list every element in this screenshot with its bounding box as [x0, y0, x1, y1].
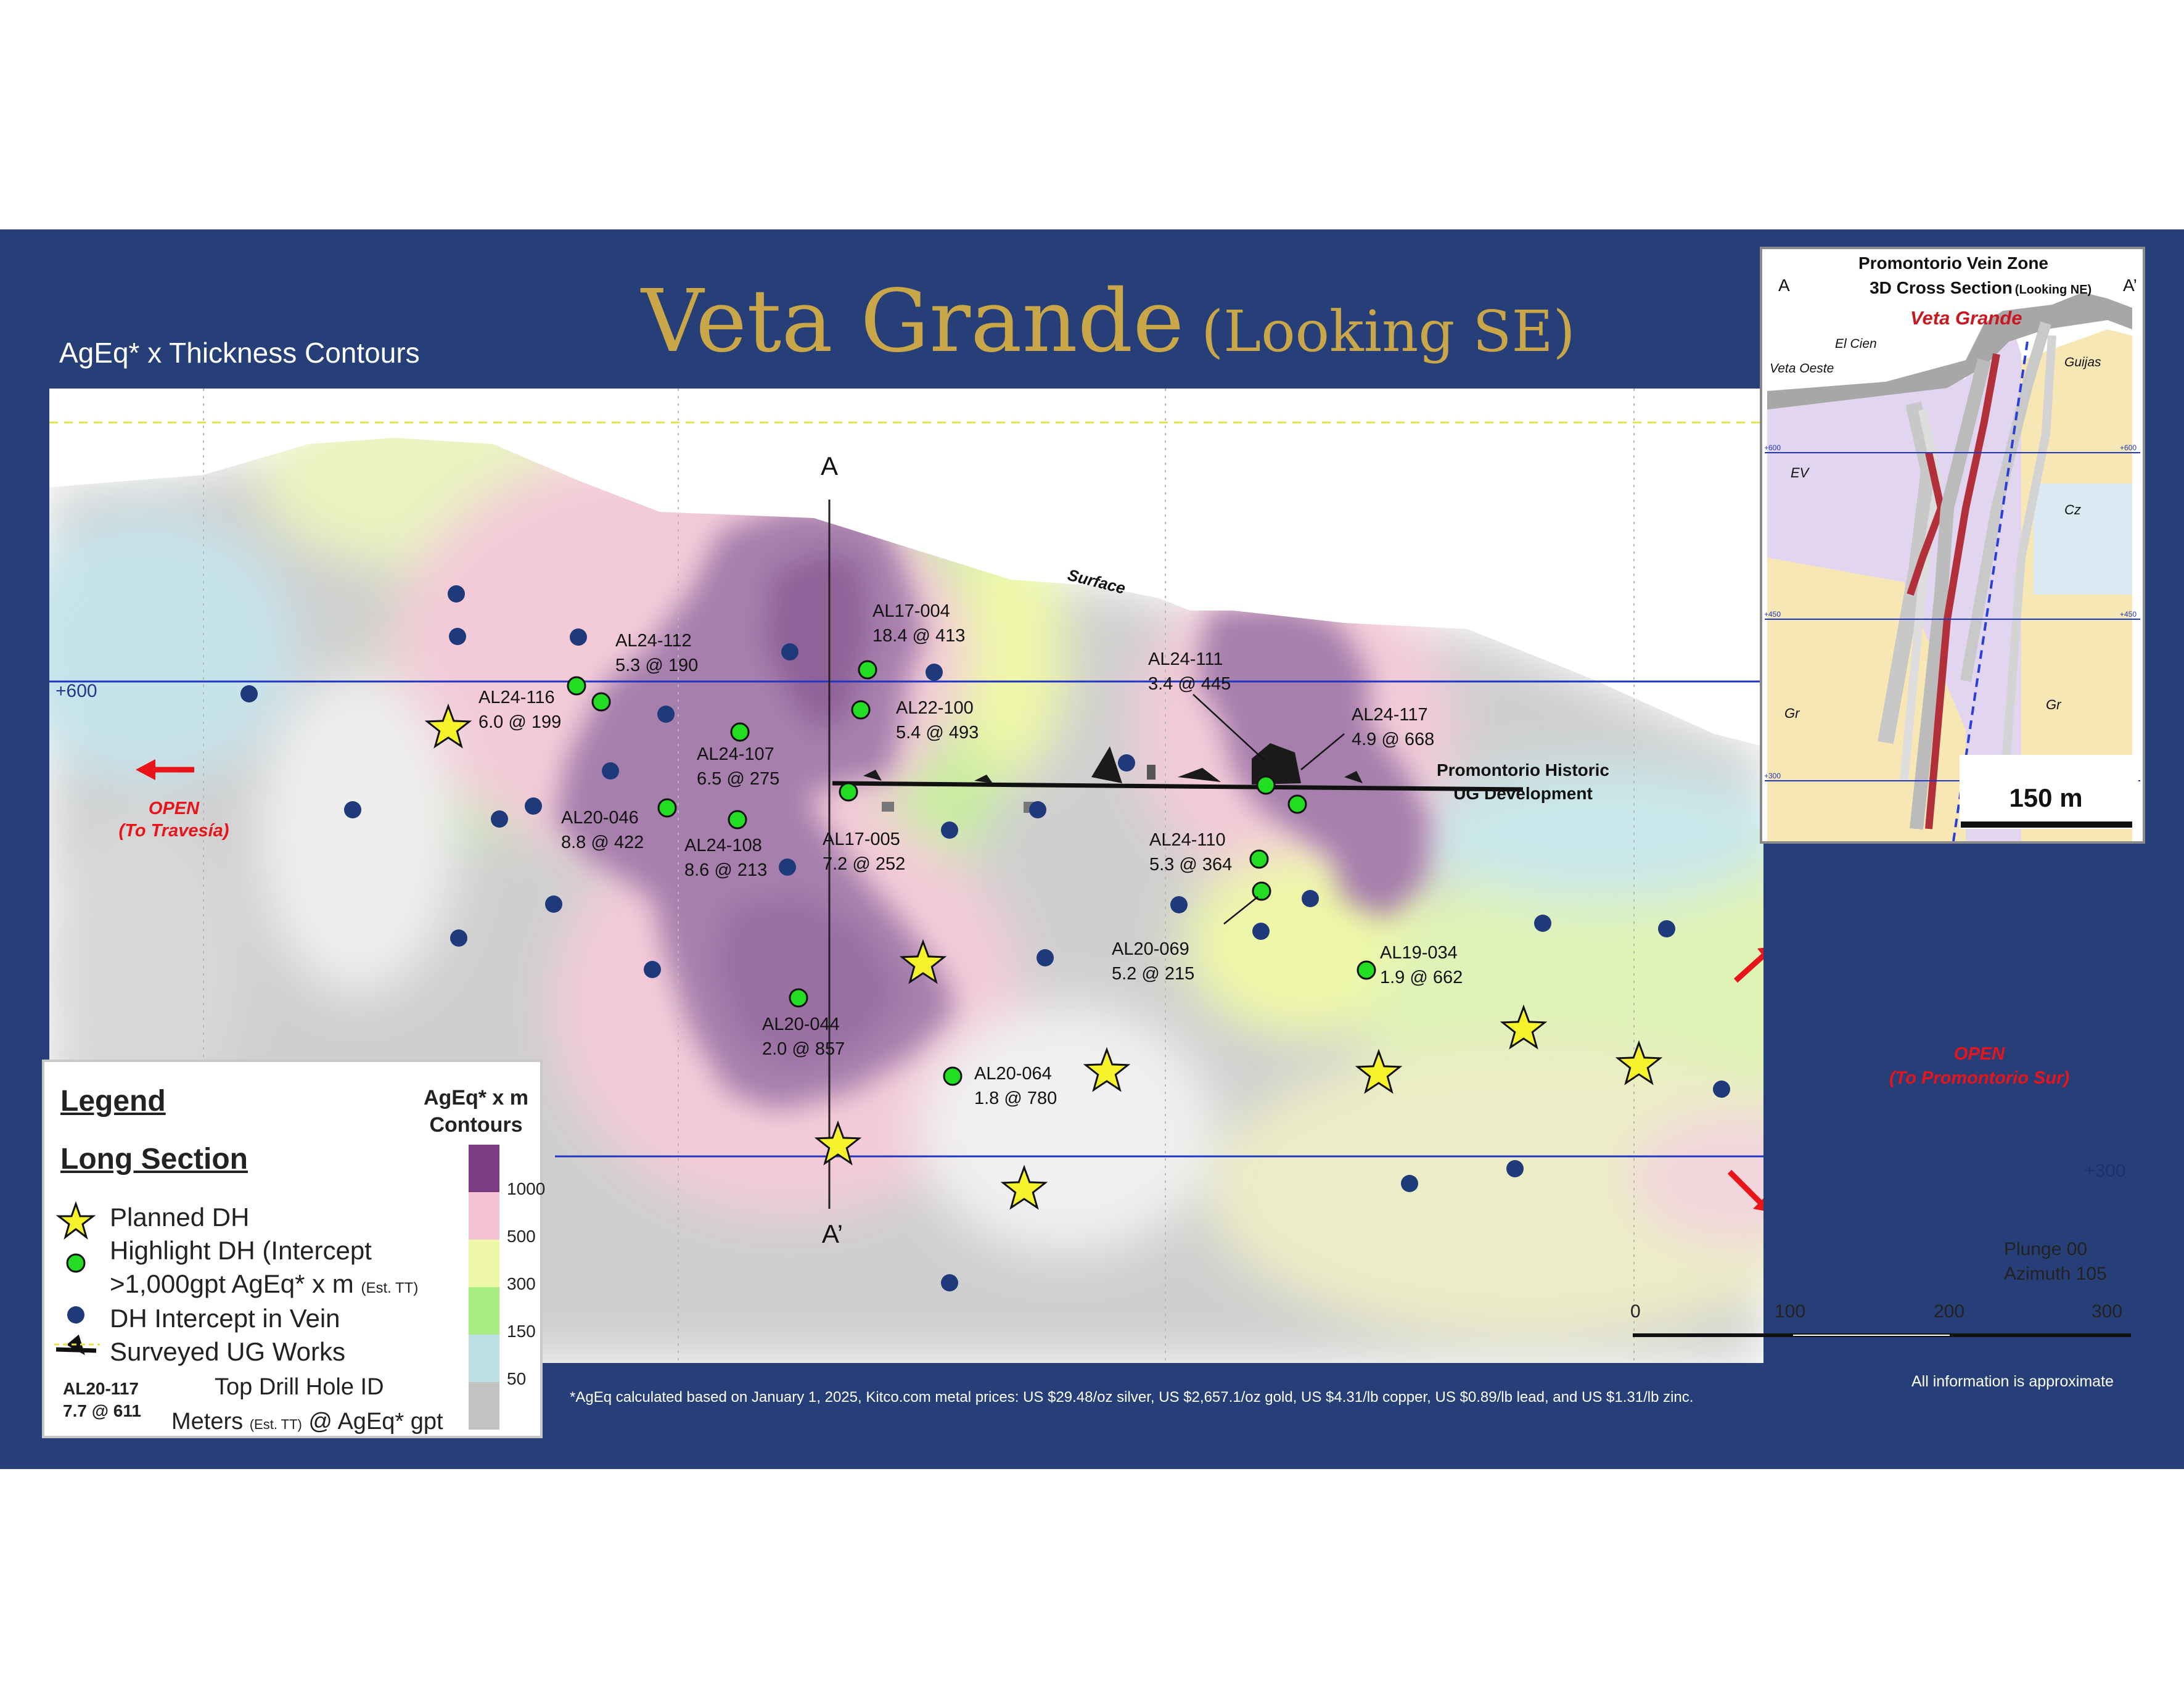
open-right-sub: (To Promontorio Sur) — [1889, 1068, 2070, 1088]
highlight-dh-value: 8.6 @ 213 — [684, 860, 768, 880]
legend-example-desc-2: Meters (Est. TT) @ AgEq* gpt — [171, 1409, 443, 1435]
dh-intercept-marker[interactable] — [545, 895, 562, 913]
highlight-dh-id: AL24-110 — [1149, 830, 1226, 850]
legend-highlight-label: Highlight DH (Intercept — [110, 1236, 372, 1265]
legend — [42, 1060, 546, 1438]
highlight-dh-id: AL24-108 — [684, 836, 762, 855]
contour-legend-title: AgEq* x m Contours — [423, 1086, 529, 1137]
scale-bar: 0 100 200 300 — [1633, 1301, 2131, 1338]
dh-intercept-marker[interactable] — [1252, 923, 1270, 940]
elevation-600-label: +600 — [55, 681, 97, 701]
dh-intercept-marker[interactable] — [1658, 920, 1675, 937]
highlight-dh-value: 1.9 @ 662 — [1380, 968, 1463, 987]
contour-swatch — [469, 1192, 499, 1240]
contour-swatch-label: 500 — [507, 1227, 536, 1246]
svg-text:+600: +600 — [2120, 443, 2137, 452]
dh-intercept-marker[interactable] — [941, 821, 958, 839]
section-label-a-prime: A’ — [821, 1219, 844, 1248]
highlight-dh-id: AL17-004 — [872, 601, 950, 621]
legend-subheading: Long Section — [60, 1143, 248, 1175]
highlight-dh-marker[interactable] — [1289, 796, 1306, 813]
dh-intercept-marker[interactable] — [1534, 915, 1551, 932]
highlight-dh-marker[interactable] — [944, 1068, 961, 1085]
highlight-dh-marker[interactable] — [840, 783, 857, 801]
contour-subtitle: AgEq* x Thickness Contours — [59, 337, 420, 369]
highlight-dh-marker[interactable] — [1250, 850, 1268, 868]
legend-intercept-label: DH Intercept in Vein — [110, 1304, 340, 1333]
svg-text:EV: EV — [1791, 465, 1809, 480]
dh-intercept-marker[interactable] — [240, 685, 258, 702]
highlight-dh-marker[interactable] — [1257, 776, 1275, 794]
legend-symbols — [53, 1199, 102, 1402]
contour-swatch — [469, 1287, 499, 1335]
contour-swatch — [469, 1240, 499, 1287]
legend-planned-label: Planned DH — [110, 1203, 250, 1232]
svg-text:+600: +600 — [1764, 443, 1781, 452]
dh-intercept-marker[interactable] — [1118, 754, 1135, 772]
inset-title-2: 3D Cross Section — [1870, 278, 2013, 297]
inset-corner-a: A — [1778, 276, 1790, 295]
highlight-dh-value: 18.4 @ 413 — [872, 626, 966, 646]
legend-highlight-sublabel: >1,000gpt AgEq* x m (Est. TT) — [110, 1269, 419, 1298]
dh-intercept-marker[interactable] — [644, 961, 661, 978]
dh-intercept-marker[interactable] — [491, 810, 508, 828]
highlight-dh-id: AL20-046 — [561, 808, 639, 828]
highlight-dh-value: 2.0 @ 857 — [762, 1039, 845, 1059]
highlight-dh-marker[interactable] — [790, 989, 807, 1007]
highlight-dh-value: 6.0 @ 199 — [478, 712, 562, 732]
open-left-sub: (To Travesía) — [118, 821, 229, 841]
legend-star-icon — [59, 1204, 93, 1237]
highlight-dh-marker[interactable] — [659, 799, 676, 817]
svg-text:+450: +450 — [1764, 610, 1781, 619]
highlight-dh-value: 5.2 @ 215 — [1112, 964, 1195, 984]
highlight-dh-marker[interactable] — [593, 693, 610, 710]
dh-intercept-marker[interactable] — [525, 797, 542, 815]
contour-swatch — [469, 1382, 499, 1430]
highlight-dh-id: AL19-034 — [1380, 943, 1458, 963]
dh-intercept-marker[interactable] — [781, 643, 798, 661]
highlight-dh-id: AL24-116 — [478, 688, 555, 707]
svg-text:Gr: Gr — [2046, 697, 2061, 712]
dh-intercept-marker[interactable] — [1506, 1160, 1524, 1177]
highlight-dh-marker[interactable] — [1253, 883, 1270, 900]
inset-title-2-note: (Looking NE) — [2014, 283, 2092, 297]
elevation-300-label: +300 — [2084, 1161, 2126, 1181]
highlight-dh-value: 6.5 @ 275 — [697, 769, 780, 789]
legend-surveyed-label: Surveyed UG Works — [110, 1337, 345, 1366]
highlight-dh-marker[interactable] — [568, 677, 585, 694]
dh-intercept-marker[interactable] — [941, 1274, 958, 1291]
inset-label-veta-grande: Veta Grande — [1910, 307, 2022, 329]
inset-scale-bar — [1961, 821, 2132, 828]
inset-corner-a-prime: A’ — [2123, 276, 2137, 295]
dh-intercept-marker[interactable] — [1029, 801, 1046, 818]
dh-intercept-marker[interactable] — [1302, 890, 1319, 907]
highlight-dh-marker[interactable] — [859, 661, 876, 678]
highlight-dh-marker[interactable] — [731, 723, 749, 741]
inset-scale-label: 150 m — [2009, 783, 2083, 812]
svg-text:+300: +300 — [1764, 772, 1781, 780]
contour-swatch-label: 50 — [507, 1369, 527, 1388]
inset-label-guijas: Guijas — [2064, 355, 2101, 369]
legend-intercept-icon — [67, 1306, 84, 1324]
highlight-dh-id: AL22-100 — [896, 698, 974, 718]
dh-intercept-marker[interactable] — [449, 628, 466, 645]
inset-label-el-cien: El Cien — [1835, 337, 1877, 351]
svg-text:+450: +450 — [2120, 610, 2137, 619]
svg-text:Gr: Gr — [1784, 706, 1800, 721]
figure-title: Veta Grande (Looking SE) — [641, 271, 1575, 372]
highlight-dh-value: 8.8 @ 422 — [561, 833, 644, 852]
historic-ug-label-1: Promontorio Historic — [1436, 760, 1610, 780]
highlight-dh-id: AL24-117 — [1352, 705, 1428, 725]
legend-example-desc-1: Top Drill Hole ID — [215, 1374, 384, 1400]
historic-ug-label-2: UG Development — [1453, 784, 1593, 803]
highlight-dh-value: 5.3 @ 364 — [1149, 855, 1233, 875]
dh-intercept-marker[interactable] — [1037, 949, 1054, 966]
highlight-dh-value: 7.2 @ 252 — [823, 854, 906, 874]
highlight-dh-value: 5.3 @ 190 — [615, 656, 699, 675]
highlight-dh-value: 4.9 @ 668 — [1352, 730, 1435, 749]
agEq-footnote: *AgEq calculated based on January 1, 2025, Kitco.com metal prices: US $29.48/oz silver, US $2,657.1/oz gold, US $4.31/lb copper, US $0.89/lb lead, and US $1.31/lb zinc. — [570, 1389, 1694, 1406]
highlight-dh-id: AL20-069 — [1112, 939, 1189, 959]
highlight-dh-id: AL20-064 — [974, 1064, 1052, 1084]
legend-highlight-icon — [67, 1254, 84, 1272]
section-label-a: A — [820, 451, 839, 480]
open-right-title: OPEN — [1953, 1044, 2005, 1064]
highlight-dh-id: AL24-107 — [697, 744, 774, 764]
plunge-note: Plunge 00 Azimuth 105 — [2004, 1239, 2107, 1284]
contour-swatch-label: 150 — [507, 1322, 536, 1341]
dh-intercept-marker[interactable] — [657, 706, 675, 723]
dh-intercept-marker[interactable] — [448, 585, 465, 603]
highlight-dh-id: AL20-044 — [762, 1015, 840, 1034]
highlight-dh-marker[interactable] — [729, 811, 746, 828]
legend-heading: Legend — [60, 1085, 166, 1118]
approximate-note: All information is approximate — [1911, 1373, 2114, 1390]
dh-intercept-marker[interactable] — [1713, 1081, 1730, 1098]
highlight-dh-value: 3.4 @ 445 — [1148, 674, 1231, 694]
inset-cross-section — [1760, 247, 2145, 844]
dh-intercept-marker[interactable] — [450, 929, 467, 947]
surface-label: Surface — [1065, 565, 1128, 598]
dh-intercept-marker[interactable] — [602, 762, 619, 780]
highlight-dh-id: AL24-112 — [615, 631, 692, 651]
contour-swatch — [469, 1335, 499, 1382]
highlight-dh-id: AL24-111 — [1148, 649, 1223, 669]
dh-intercept-marker[interactable] — [779, 858, 796, 876]
inset-title-1: Promontorio Vein Zone — [1858, 253, 2049, 273]
contour-swatch-label: 300 — [507, 1274, 536, 1293]
legend-example-callout: AL20-117 7.7 @ 611 — [63, 1379, 141, 1420]
dh-intercept-marker[interactable] — [570, 628, 587, 646]
highlight-dh-id: AL17-005 — [823, 830, 900, 849]
inset-label-veta-oeste: Veta Oeste — [1770, 361, 1834, 376]
dh-intercept-marker[interactable] — [344, 801, 361, 818]
contour-swatch — [469, 1145, 499, 1192]
highlight-dh-marker[interactable] — [1358, 961, 1375, 979]
open-left-title: OPEN — [148, 799, 200, 818]
dh-intercept-marker[interactable] — [1401, 1175, 1418, 1192]
contour-swatch-label: 1000 — [507, 1179, 546, 1198]
highlight-dh-marker[interactable] — [852, 701, 869, 718]
dh-intercept-marker[interactable] — [926, 664, 943, 681]
highlight-dh-value: 5.4 @ 493 — [896, 723, 979, 743]
svg-text:Cz: Cz — [2064, 502, 2081, 517]
dh-intercept-marker[interactable] — [1170, 896, 1188, 913]
highlight-dh-value: 1.8 @ 780 — [974, 1089, 1057, 1108]
